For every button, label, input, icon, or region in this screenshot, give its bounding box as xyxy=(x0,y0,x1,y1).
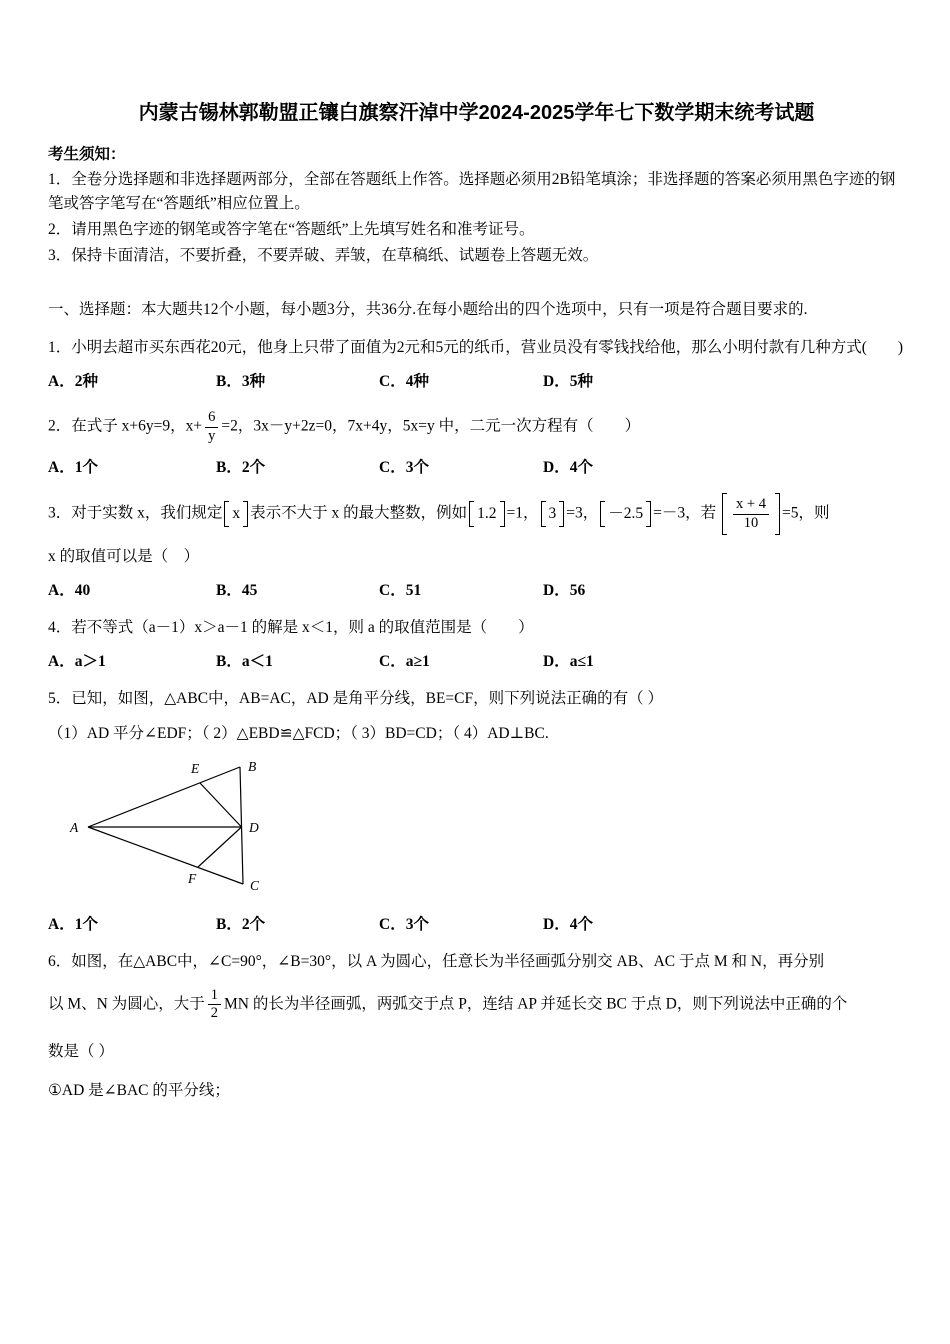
question-2-options xyxy=(48,456,905,479)
question-5 xyxy=(48,687,905,936)
question-4 xyxy=(48,616,905,673)
question-3-text xyxy=(48,493,905,535)
option-b: B．a＜1 xyxy=(216,652,273,670)
question-6-line1: 6．如图，在△ABC中，∠C=90°，∠B=30°，以 A 为圆心，任意长为半径画弧分别交 AB、AC 于点 M 和 N，再分别 xyxy=(48,952,825,970)
floor-bracket: －2.5 xyxy=(600,501,651,528)
question-2-text-pre: 2．在式子 x+6y=9，x+ xyxy=(48,417,203,435)
question-3-options xyxy=(48,579,905,602)
option-d: D．4个 xyxy=(543,458,593,476)
question-6 xyxy=(48,950,905,1104)
figure-label-e: E xyxy=(191,760,200,776)
figure-label-d: D xyxy=(249,819,259,835)
option-b: B．45 xyxy=(216,581,258,599)
question-1-options xyxy=(48,370,905,393)
question-2-text xyxy=(48,407,905,447)
floor-bracket-fraction xyxy=(722,493,780,535)
figure-label-b: B xyxy=(248,758,257,774)
notice-item-2: 2．请用黑色字迹的钢笔或答字笔在“答题纸”上先填写姓名和准考证号。 xyxy=(48,221,535,239)
equation-rhs: =1， xyxy=(506,504,539,522)
fraction-numerator: 6 xyxy=(205,409,218,427)
question-6-text-pre: 以 M、N 为圆心，大于 xyxy=(48,995,205,1013)
triangle-figure xyxy=(68,757,905,904)
equation-rhs: =－3，若 xyxy=(653,504,717,522)
figure-label-a: A xyxy=(70,819,79,835)
geometry-figure-svg xyxy=(68,757,283,899)
option-a: A．1个 xyxy=(48,458,98,476)
equation-rhs: =3， xyxy=(566,504,599,522)
fraction xyxy=(733,496,769,532)
figure-label-c: C xyxy=(250,877,260,893)
fraction xyxy=(208,987,221,1023)
question-6-line3: 数是（ ） xyxy=(48,1043,114,1061)
option-b: B．3种 xyxy=(216,372,266,390)
equation-rhs: =5 xyxy=(781,504,799,522)
question-1 xyxy=(48,336,905,393)
option-a: A．2种 xyxy=(48,372,98,390)
floor-bracket: 3 xyxy=(541,501,565,528)
right-bracket-icon xyxy=(243,501,248,528)
section-heading: 一、选择题：本大题共12个小题，每小题3分，共36分.在每小题给出的四个选项中，只有一项是符合题目要求的. xyxy=(48,301,808,319)
option-c: C．3个 xyxy=(379,458,429,476)
option-b: B．2个 xyxy=(216,458,266,476)
question-3-text-p3: ，则 xyxy=(798,504,830,522)
question-5-options xyxy=(48,913,905,936)
question-4-text: 4．若不等式（a－1）x＞a－1 的解是 x＜1，则 a 的取值范围是（ ） xyxy=(48,618,534,636)
option-d: D．5种 xyxy=(543,372,593,390)
floor-bracket: 1.2 xyxy=(469,501,504,528)
fraction-denominator: 10 xyxy=(743,514,759,531)
fraction-numerator: x + 4 xyxy=(733,496,769,514)
question-2-text-post: =2，3x－y+2z=0，7x+4y，5x=y 中，二元一次方程有（ ） xyxy=(221,417,641,435)
question-3-line2: x 的取值可以是（ ） xyxy=(48,547,200,565)
option-a: A．1个 xyxy=(48,915,98,933)
floor-bracket: x xyxy=(224,501,248,528)
option-a: A．a＞1 xyxy=(48,652,106,670)
question-6-text-post: MN 的长为半径画弧，两弧交于点 P，连结 AP 并延长交 BC 于点 D，则下列说法中正确的个 xyxy=(223,995,848,1013)
option-c: C．4种 xyxy=(379,372,429,390)
fraction-denominator: 2 xyxy=(210,1005,218,1022)
right-bracket-icon xyxy=(500,501,505,528)
option-d: D．a≤1 xyxy=(543,652,594,670)
fraction-numerator: 1 xyxy=(208,987,221,1005)
fraction-denominator: y xyxy=(208,427,216,444)
notice-heading: 考生须知： xyxy=(48,146,126,163)
page-title: 内蒙古锡林郭勒盟正镶白旗察汗淖中学2024-2025学年七下数学期末统考试题 xyxy=(138,102,815,124)
option-d: D．4个 xyxy=(543,915,593,933)
question-2 xyxy=(48,407,905,479)
right-bracket-icon xyxy=(775,493,780,535)
figure-label-f: F xyxy=(188,870,197,886)
question-3 xyxy=(48,493,905,602)
option-d: D．56 xyxy=(543,581,586,599)
option-a: A．40 xyxy=(48,581,91,599)
question-6-item1: ①AD 是∠BAC 的平分线； xyxy=(48,1082,230,1100)
question-1-text: 1．小明去超市买东西花20元，他身上只带了面值为2元和5元的纸币，营业员没有零钱找给他，那么小明付款有几种方式( ) xyxy=(48,339,904,357)
option-c: C．a≥1 xyxy=(379,652,430,670)
question-3-text-p2: 表示不大于 x 的最大整数，例如 xyxy=(250,504,468,522)
fraction xyxy=(205,409,218,445)
option-c: C．51 xyxy=(379,581,422,599)
question-6-line2 xyxy=(48,985,905,1025)
question-5-text: 5．已知，如图，△ABC中，AB=AC，AD 是角平分线，BE=CF，则下列说法正确的有（ ） xyxy=(48,690,663,708)
question-4-options xyxy=(48,650,905,673)
right-bracket-icon xyxy=(559,501,564,528)
notice-item-1: 1．全卷分选择题和非选择题两部分，全部在答题纸上作答。选择题必须用2B铅笔填涂；非选择题的答案必须用黑色字迹的钢笔或答字笔写在“答题纸”相应位置上。 xyxy=(48,171,896,213)
option-b: B．2个 xyxy=(216,915,266,933)
notice-item-3: 3．保持卡面清洁，不要折叠，不要弄破、弄皱，在草稿纸、试题卷上答题无效。 xyxy=(48,247,599,265)
question-5-claims: （1）AD 平分∠EDF；（ 2）△EBD≌△FCD；（ 3）BD=CD；（ 4）AD⊥BC. xyxy=(48,724,549,742)
question-3-text-p1: 3．对于实数 x，我们规定 xyxy=(48,504,223,522)
notice-section xyxy=(48,142,905,268)
right-bracket-icon xyxy=(646,501,651,528)
option-c: C．3个 xyxy=(379,915,429,933)
